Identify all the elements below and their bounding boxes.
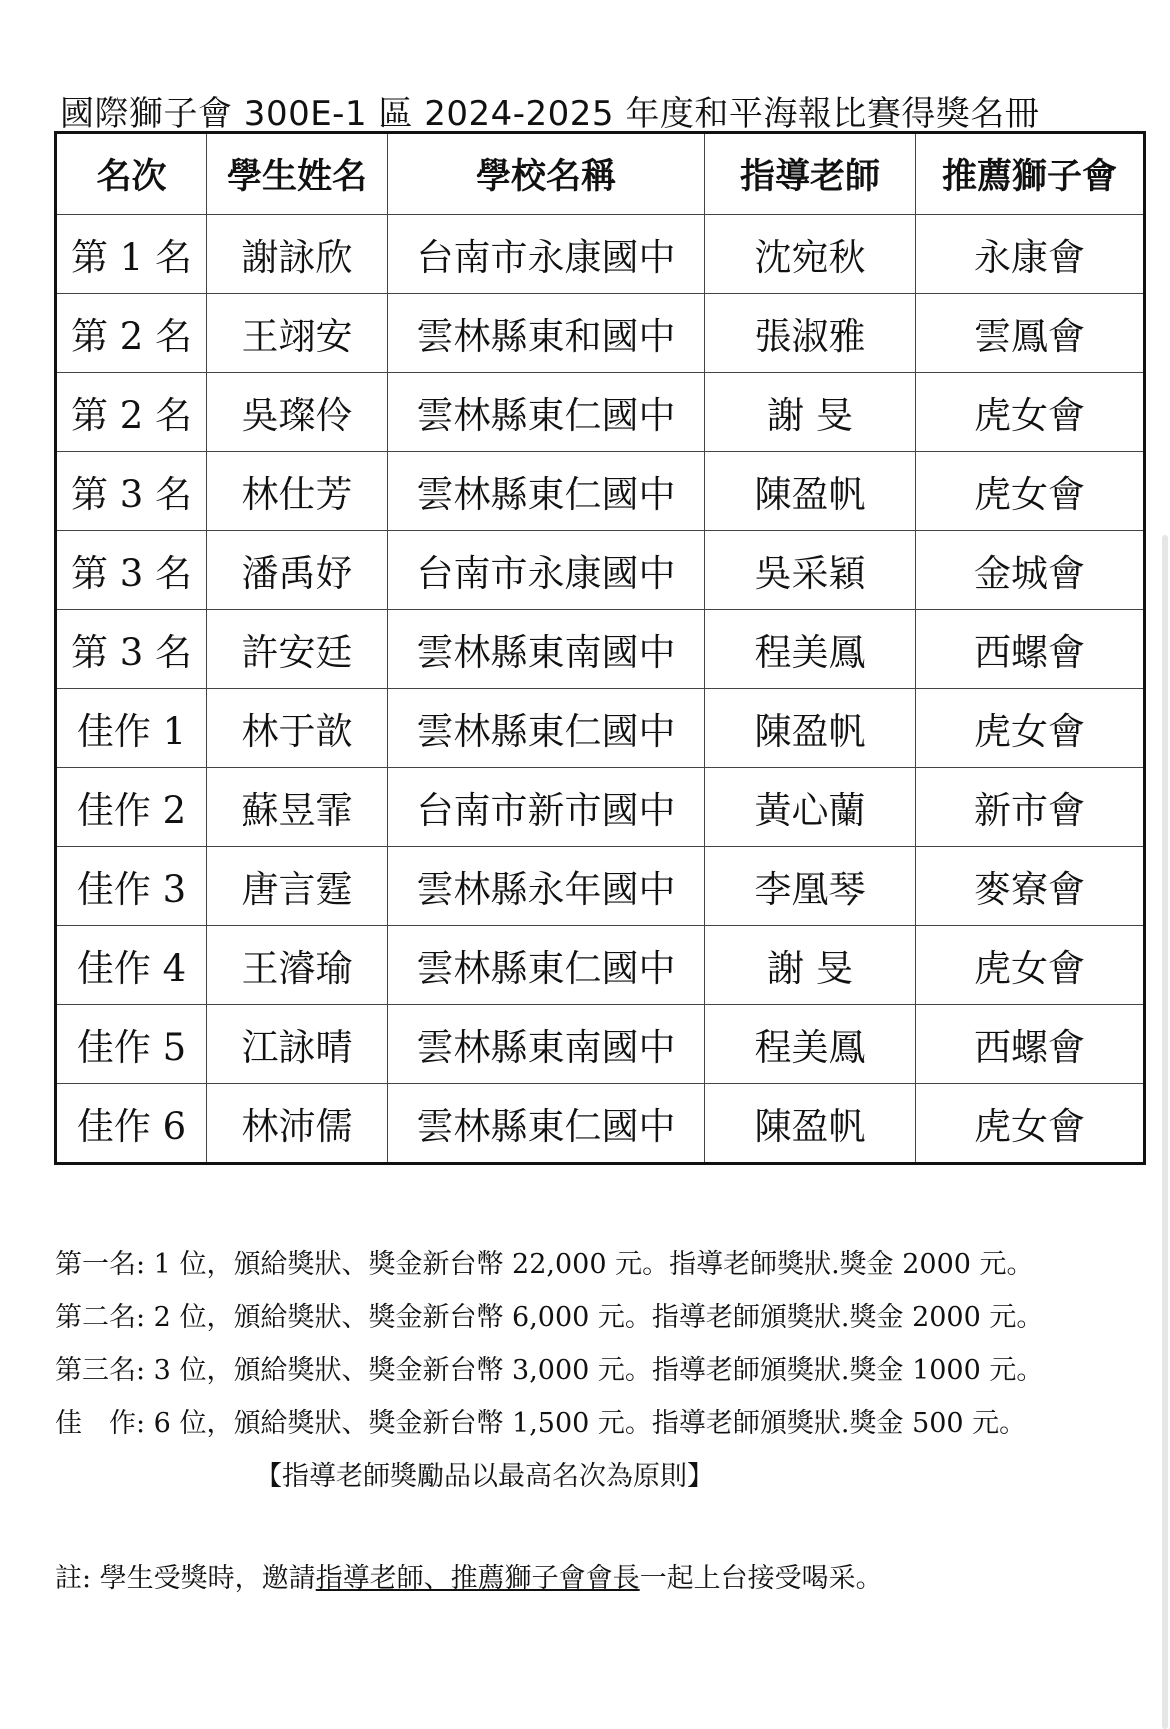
- teacher-award-principle: 【指導老師獎勵品以最高名次為原則】: [255, 1461, 714, 1492]
- teacher-cell: 李凰琴: [705, 847, 916, 926]
- club-cell: 新市會: [916, 768, 1145, 847]
- header-lions-club: 推薦獅子會: [916, 133, 1145, 215]
- student-cell: 王濬瑜: [207, 926, 388, 1005]
- table-row: [56, 531, 1145, 610]
- teacher-cell: 謝 旻: [705, 373, 916, 452]
- footnote-suffix: 一起上台接受喝采。: [639, 1563, 883, 1594]
- table-row: [56, 373, 1145, 452]
- rank-cell: 佳作 4: [56, 926, 207, 1005]
- table-row: [56, 689, 1145, 768]
- club-cell: 西螺會: [916, 1005, 1145, 1084]
- rank-cell: 佳作 3: [56, 847, 207, 926]
- school-cell: 雲林縣東和國中: [388, 294, 705, 373]
- table-row: [56, 847, 1145, 926]
- prize-line-honorable: 佳 作: 6 位，頒給獎狀、獎金新台幣 1,500 元。指導老師頒獎狀.獎金 500 元。: [55, 1408, 1027, 1439]
- scrollbar[interactable]: [1162, 535, 1168, 1729]
- prize-line-third: 第三名: 3 位，頒給獎狀、獎金新台幣 3,000 元。指導老師頒獎狀.獎金 1000 元。: [55, 1355, 1044, 1386]
- award-table: [54, 131, 1146, 1165]
- student-cell: 謝詠欣: [207, 215, 388, 294]
- document-title: 國際獅子會 300E-1 區 2024-2025 年度和平海報比賽得獎名冊: [60, 94, 1040, 134]
- table-row: [56, 768, 1145, 847]
- school-cell: 台南市永康國中: [388, 215, 705, 294]
- table-row: [56, 926, 1145, 1005]
- table-row: [56, 294, 1145, 373]
- club-cell: 麥寮會: [916, 847, 1145, 926]
- school-cell: 雲林縣東南國中: [388, 1005, 705, 1084]
- student-cell: 江詠晴: [207, 1005, 388, 1084]
- teacher-cell: 陳盈帆: [705, 452, 916, 531]
- teacher-cell: 程美鳳: [705, 610, 916, 689]
- student-cell: 林沛儒: [207, 1084, 388, 1164]
- teacher-cell: 謝 旻: [705, 926, 916, 1005]
- teacher-cell: 陳盈帆: [705, 1084, 916, 1164]
- table-row: [56, 452, 1145, 531]
- club-cell: 雲鳳會: [916, 294, 1145, 373]
- rank-cell: 佳作 2: [56, 768, 207, 847]
- rank-cell: 第 2 名: [56, 373, 207, 452]
- prize-notes: [55, 1238, 1043, 1503]
- school-cell: 雲林縣東南國中: [388, 610, 705, 689]
- student-cell: 林仕芳: [207, 452, 388, 531]
- student-cell: 潘禹妤: [207, 531, 388, 610]
- footnote: [55, 1556, 883, 1595]
- school-cell: 台南市永康國中: [388, 531, 705, 610]
- header-school-name: 學校名稱: [388, 133, 705, 215]
- header-rank: 名次: [56, 133, 207, 215]
- teacher-cell: 張淑雅: [705, 294, 916, 373]
- table-header-row: [56, 133, 1145, 215]
- club-cell: 西螺會: [916, 610, 1145, 689]
- rank-cell: 第 1 名: [56, 215, 207, 294]
- student-cell: 蘇昱霏: [207, 768, 388, 847]
- table-row: [56, 215, 1145, 294]
- rank-cell: 佳作 1: [56, 689, 207, 768]
- prize-line-second: 第二名: 2 位，頒給獎狀、獎金新台幣 6,000 元。指導老師頒獎狀.獎金 2000 元。: [55, 1302, 1044, 1333]
- rank-cell: 第 3 名: [56, 610, 207, 689]
- prize-line-first: 第一名: 1 位，頒給獎狀、獎金新台幣 22,000 元。指導老師獎狀.獎金 2000 元。: [55, 1249, 1034, 1280]
- rank-cell: 第 3 名: [56, 452, 207, 531]
- school-cell: 雲林縣東仁國中: [388, 926, 705, 1005]
- school-cell: 雲林縣東仁國中: [388, 1084, 705, 1164]
- footnote-prefix: 註: 學生受獎時，邀請: [55, 1563, 316, 1594]
- table-row: [56, 1005, 1145, 1084]
- teacher-cell: 吳采穎: [705, 531, 916, 610]
- student-cell: 許安廷: [207, 610, 388, 689]
- school-cell: 雲林縣東仁國中: [388, 373, 705, 452]
- footnote-underlined: 指導老師、推薦獅子會會長: [315, 1563, 640, 1594]
- teacher-cell: 黃心蘭: [705, 768, 916, 847]
- school-cell: 雲林縣東仁國中: [388, 689, 705, 768]
- club-cell: 永康會: [916, 215, 1145, 294]
- table-row: [56, 1084, 1145, 1164]
- teacher-cell: 沈宛秋: [705, 215, 916, 294]
- school-cell: 雲林縣永年國中: [388, 847, 705, 926]
- club-cell: 金城會: [916, 531, 1145, 610]
- rank-cell: 第 3 名: [56, 531, 207, 610]
- teacher-cell: 陳盈帆: [705, 689, 916, 768]
- school-cell: 台南市新市國中: [388, 768, 705, 847]
- rank-cell: 佳作 5: [56, 1005, 207, 1084]
- teacher-cell: 程美鳳: [705, 1005, 916, 1084]
- table-row: [56, 610, 1145, 689]
- club-cell: 虎女會: [916, 1084, 1145, 1164]
- header-teacher: 指導老師: [705, 133, 916, 215]
- student-cell: 吳璨伶: [207, 373, 388, 452]
- student-cell: 王翊安: [207, 294, 388, 373]
- club-cell: 虎女會: [916, 689, 1145, 768]
- school-cell: 雲林縣東仁國中: [388, 452, 705, 531]
- club-cell: 虎女會: [916, 452, 1145, 531]
- rank-cell: 第 2 名: [56, 294, 207, 373]
- student-cell: 唐言霆: [207, 847, 388, 926]
- club-cell: 虎女會: [916, 373, 1145, 452]
- club-cell: 虎女會: [916, 926, 1145, 1005]
- header-student-name: 學生姓名: [207, 133, 388, 215]
- rank-cell: 佳作 6: [56, 1084, 207, 1164]
- student-cell: 林于歆: [207, 689, 388, 768]
